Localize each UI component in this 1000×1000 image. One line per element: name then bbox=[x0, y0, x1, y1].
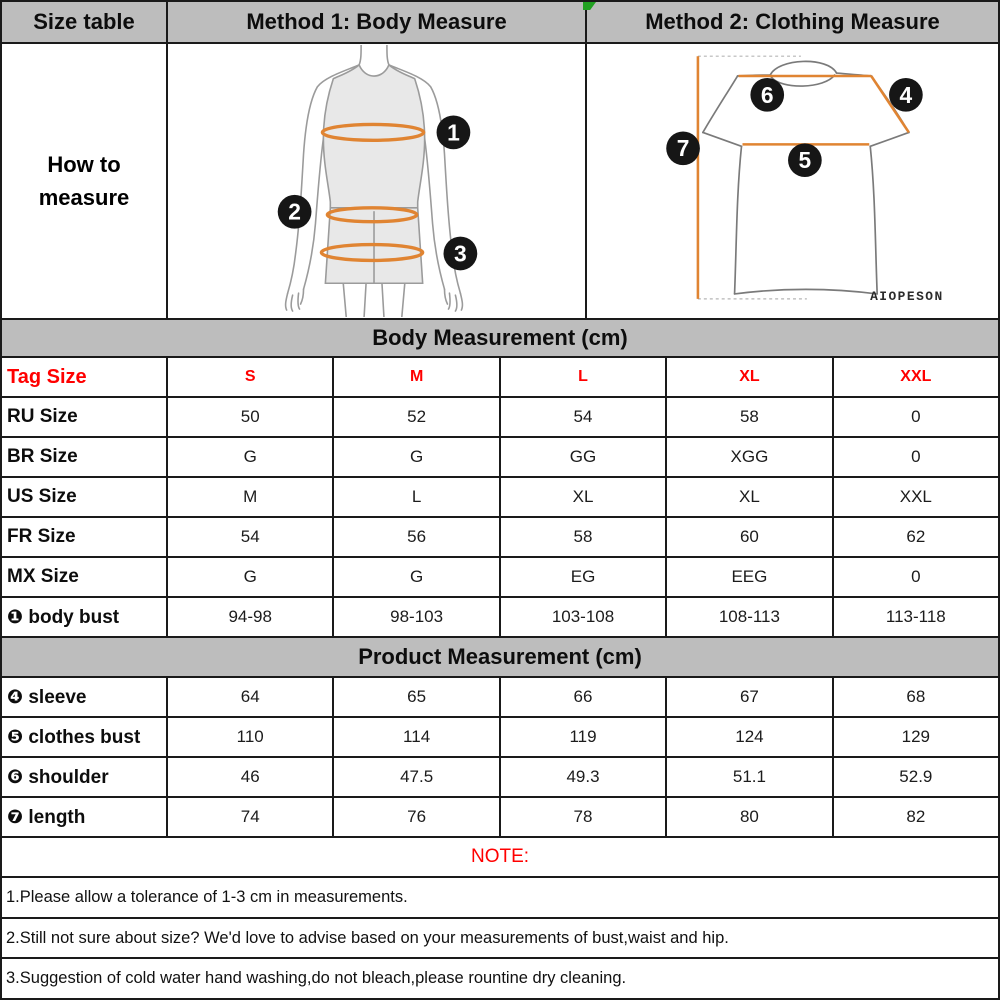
row-label: MX Size bbox=[2, 558, 168, 596]
row-label: BR Size bbox=[2, 438, 168, 476]
size-header-s: S bbox=[168, 358, 334, 396]
cell-value: 0 bbox=[911, 407, 921, 426]
row-body-bust bbox=[2, 598, 998, 638]
section-title-product: Product Measurement (cm) bbox=[358, 644, 642, 669]
row-shoulder bbox=[2, 758, 998, 798]
row-clothes-bust bbox=[2, 718, 998, 758]
header-row bbox=[2, 2, 998, 44]
cell-value: 62 bbox=[906, 527, 926, 546]
sleeve-marker-number: 4 bbox=[899, 81, 913, 108]
bust-marker-number: 1 bbox=[447, 119, 460, 146]
cell-value: 114 bbox=[334, 718, 500, 756]
cell-value: 49.3 bbox=[501, 758, 667, 796]
row-label: ❺ clothes bust bbox=[2, 718, 168, 756]
cell-value: 68 bbox=[906, 687, 926, 706]
body-measure-figure bbox=[168, 44, 587, 318]
cell-value: G bbox=[168, 438, 334, 476]
body-measurement-title-row bbox=[2, 320, 998, 358]
cell-value: 129 bbox=[901, 727, 931, 746]
note-text: 2.Still not sure about size? We'd love to advise based on your measurements of bust,waist and hip. bbox=[6, 928, 729, 947]
cell-value: 74 bbox=[168, 798, 334, 836]
length-marker-number: 7 bbox=[676, 135, 690, 162]
waist-marker-number: 2 bbox=[288, 198, 301, 225]
cell-value: XGG bbox=[667, 438, 833, 476]
header-size-table: Size table bbox=[2, 2, 168, 42]
row-label-tag-size: Tag Size bbox=[2, 358, 168, 396]
note-row-2 bbox=[2, 919, 998, 960]
cell-value: 124 bbox=[667, 718, 833, 756]
row-sleeve bbox=[2, 678, 998, 718]
header-method1: Method 1: Body Measure bbox=[168, 2, 587, 42]
cell-value: XXL bbox=[899, 487, 932, 506]
row-label: ❶ body bust bbox=[2, 598, 168, 636]
row-label: FR Size bbox=[2, 518, 168, 556]
row-br-size bbox=[2, 438, 998, 478]
cell-value: 46 bbox=[168, 758, 334, 796]
cell-value: 51.1 bbox=[667, 758, 833, 796]
cell-value: M bbox=[168, 478, 334, 516]
note-title: NOTE: bbox=[470, 846, 530, 867]
size-header-xl: XL bbox=[667, 358, 833, 396]
row-label: US Size bbox=[2, 478, 168, 516]
row-label: ❼ length bbox=[2, 798, 168, 836]
row-us-size bbox=[2, 478, 998, 518]
row-length bbox=[2, 798, 998, 838]
clothes-bust-marker-number: 5 bbox=[798, 147, 812, 174]
size-header-m: M bbox=[334, 358, 500, 396]
row-label: ❹ sleeve bbox=[2, 678, 168, 716]
hip-marker-number: 3 bbox=[454, 240, 467, 267]
cell-value: 110 bbox=[168, 718, 334, 756]
cell-value: 98-103 bbox=[334, 598, 500, 636]
cell-value: XL bbox=[501, 478, 667, 516]
cell-value: 54 bbox=[501, 398, 667, 436]
cell-value: 67 bbox=[667, 678, 833, 716]
cell-value: 58 bbox=[501, 518, 667, 556]
cell-value: 80 bbox=[667, 798, 833, 836]
cell-value: 65 bbox=[334, 678, 500, 716]
cell-value: 52.9 bbox=[899, 767, 933, 786]
cell-value: L bbox=[334, 478, 500, 516]
cell-value: 113-118 bbox=[885, 607, 946, 626]
header-method2: Method 2: Clothing Measure bbox=[587, 2, 998, 42]
cell-value: 66 bbox=[501, 678, 667, 716]
cell-value: 0 bbox=[911, 567, 921, 586]
tag-size-row bbox=[2, 358, 998, 398]
cell-value: EG bbox=[501, 558, 667, 596]
tshirt-figure-illustration bbox=[587, 45, 998, 317]
note-text: 1.Please allow a tolerance of 1-3 cm in measurements. bbox=[6, 887, 408, 906]
cell-value: 60 bbox=[667, 518, 833, 556]
cell-value: G bbox=[334, 438, 500, 476]
cell-value: 119 bbox=[501, 718, 667, 756]
shoulder-marker-number: 6 bbox=[760, 81, 774, 108]
cell-value: 52 bbox=[334, 398, 500, 436]
size-header-l: L bbox=[501, 358, 667, 396]
cell-value: 58 bbox=[667, 398, 833, 436]
figure-row bbox=[2, 44, 998, 320]
product-measurement-title-row bbox=[2, 638, 998, 678]
cell-value: 0 bbox=[911, 447, 921, 466]
cell-value: EEG bbox=[667, 558, 833, 596]
row-ru-size bbox=[2, 398, 998, 438]
row-fr-size bbox=[2, 518, 998, 558]
cell-value: 64 bbox=[168, 678, 334, 716]
row-label: ❻ shoulder bbox=[2, 758, 168, 796]
section-title-body: Body Measurement (cm) bbox=[372, 325, 628, 350]
cell-value: 108-113 bbox=[667, 598, 833, 636]
cell-value: 50 bbox=[168, 398, 334, 436]
cell-value: GG bbox=[501, 438, 667, 476]
cell-value: XL bbox=[667, 478, 833, 516]
cell-value: G bbox=[168, 558, 334, 596]
cell-value: 76 bbox=[334, 798, 500, 836]
brand-text: AIOPESON bbox=[870, 288, 944, 304]
cell-value: 56 bbox=[334, 518, 500, 556]
clothing-measure-figure bbox=[587, 44, 998, 318]
how-to-measure-label: How to measure bbox=[2, 44, 168, 318]
cell-value: 94-98 bbox=[168, 598, 334, 636]
row-mx-size bbox=[2, 558, 998, 598]
note-title-row bbox=[2, 838, 998, 878]
cell-value: 78 bbox=[501, 798, 667, 836]
note-text: 3.Suggestion of cold water hand washing,do not bleach,please rountine dry cleaning. bbox=[6, 969, 627, 988]
row-label: RU Size bbox=[2, 398, 168, 436]
size-header-xxl: XXL bbox=[900, 368, 932, 385]
cell-value: 103-108 bbox=[501, 598, 667, 636]
cell-value: 47.5 bbox=[334, 758, 500, 796]
cell-value: 82 bbox=[906, 807, 926, 826]
cell-value: 54 bbox=[168, 518, 334, 556]
cell-value: G bbox=[334, 558, 500, 596]
note-row-3 bbox=[2, 959, 998, 998]
note-row-1 bbox=[2, 878, 998, 919]
body-figure-illustration bbox=[168, 45, 585, 317]
